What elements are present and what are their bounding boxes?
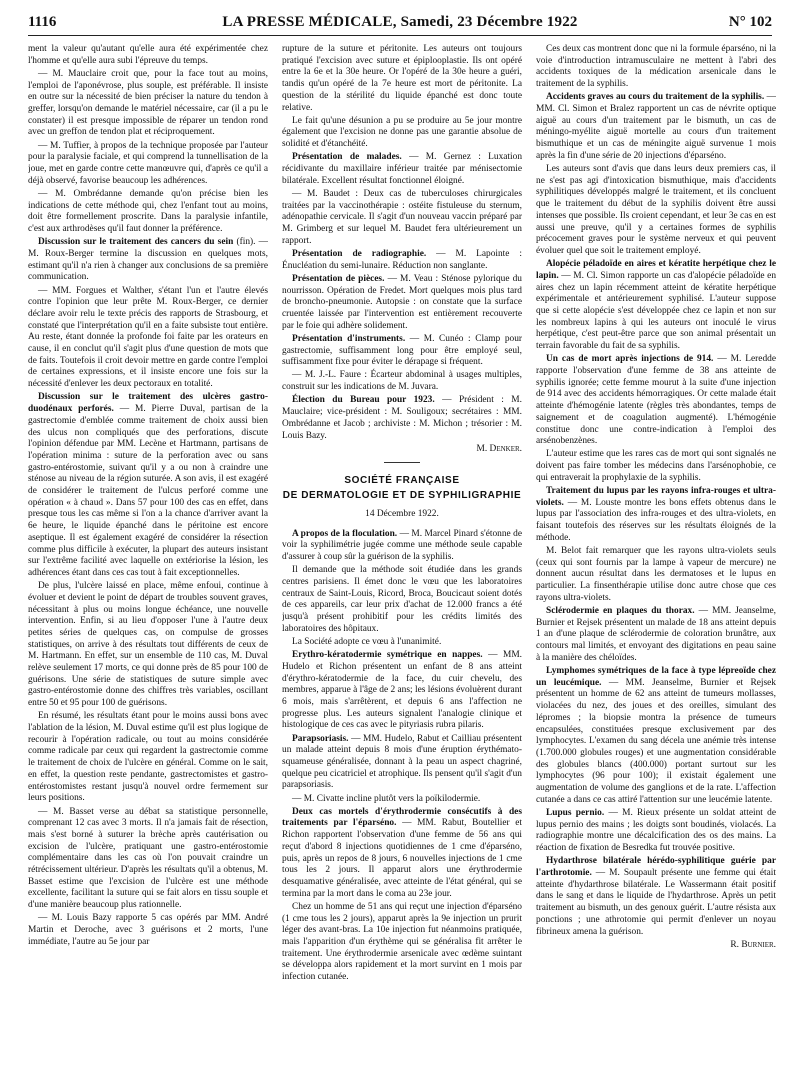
section-text: — M. Pierre Duval, partisan de la gastrectomie d'emblée comme traitement de choix aussi bien des ulcus non compliqués que des perforations, discute l'opinion défendue par MM. Lecène et Hartmann, partisans de l'opération minima : suture de la perforation avec ou sans gastro-entérostomie, suivant qu'il y a ou non à craindre une sténose au niveau de la région suturée. A son avis, il est exagéré de considérer le traitement de l'ulcus perforé comme une opération « à chaud ». Dans 57 pour 100 des cas en effet, dans presque tous les cas même si l'on a la chance d'arriver avant la 6e heure, le liquide épanché dans le péritoine est encore aseptique. Il est également exagéré de considérer la résection comme plus difficile à exécuter, la plupart des auteurs insistant sur l'extrême facilité avec laquelle on extériorise la lésion, les adhérences étant dans ces cas tout à fait exceptionnelles.: [28, 404, 268, 578]
paragraph: M. Belot fait remarquer que les rayons ultra-violets seuls (ceux qui sont fournis par la lampe à vapeur de mercure) ne donnent aucun résultat dans les dermatoses et le lupus en particulier. La finsenthérapie utilise donc autre chose que ces rayons ultra-violets.: [536, 546, 776, 603]
paragraph: Ces deux cas montrent donc que ni la formule éparséno, ni la voie d'introduction intramusculaire ne mettent à l'abri des accidents toxiques de la médication arsenicale dans le traitement de la syphilis.: [536, 44, 776, 90]
section-paragraph: [28, 392, 268, 579]
section-paragraph: [282, 334, 522, 369]
section-heading: Parapsoriasis.: [292, 733, 349, 744]
section-paragraph: [536, 808, 776, 855]
header-rule: [28, 35, 772, 36]
paragraph: — M. Louis Bazy rapporte 5 cas opérés par MM. André Martin et Deroche, avec 3 guérisons et 2 morts, l'une immédiate, l'autre au 5e jour par: [28, 913, 268, 947]
section-paragraph: [536, 666, 776, 806]
section-heading: Lymphomes symétriques de la face à type lépreoïde chez un leucémique.: [536, 666, 776, 688]
section-paragraph: [282, 395, 522, 442]
paragraph: En résumé, les résultats étant pour le moins aussi bons avec l'ablation de la lésion, M. Duval estime qu'il est plus logique de recourir à l'opération radicale, ou tout au moins considérée comme radicale par ceux qui regardent la gastrectomie comme le traitement de choix de l'ulcère en général. Comme on le sait, en effet, la question reste pendante, gastrectomistes et gastro-entérostomistes restant jusqu'à nouvel ordre fermement sur leurs positions.: [28, 711, 268, 804]
section-heading: Accidents graves au cours du traitement de la syphilis.: [546, 92, 765, 103]
paragraph: ment la valeur qu'autant qu'elle aura été expérimentée chez l'homme et qu'elle aura subi l'épreuve du temps.: [28, 44, 268, 66]
section-text: — MM. Jeanselme, Burnier et Rejsek présentent un malade de 18 ans atteint depuis 1 an d'une plaque de sclérodermie de coloration brunâtre, aux contours mal limités, et envoyant des digitations en peau saine à la manière des chéloïdes.: [536, 606, 776, 663]
section-text: — M. Marcel Pinard s'étonne de voir la syphilimétrie jugée comme une méthode seule capable d'assurer à coup sûr la guérison de la syphilis.: [282, 528, 522, 563]
paragraph: rupture de la suture et péritonite. Les auteurs ont toujours pratiqué l'excision avec suture et épiplooplastie. Ils ont opéré entre la 6e et la 30e heure. Or l'opéré de la 30e heure a guéri, tandis qu'un opéré de la 7e heure est mort de péritonite. La question de la stérilité du liquide épanché est donc toute relative.: [282, 44, 522, 113]
paragraph: Le fait qu'une désunion a pu se produire au 5e jour montre également que l'excision ne donne pas une garantie absolue de solidité et d'étanchéité.: [282, 115, 522, 150]
section-text: — MM. Rabut, Boutellier et Richon rapportent l'observation d'une femme de 56 ans qui reçut d'abord 8 injections quotidiennes de 1 cme d'éparséno, puis, après un repos de 8 jours, 6 nouvelles injections de 1 cme tous les 2 jours. Il apparut alors une érythrodermie desquamative généralisée, avec atteinte de l'état général, qui se termina par la mort dans le coma au 23e jour.: [282, 818, 522, 899]
section-text: — Président : M. Mauclaire; vice-président : M. Souligoux; secrétaires : MM. Ombrédanne et Jacob ; archiviste : M. Michon ; trésorier : M. Louis Bazy.: [282, 395, 522, 441]
section-paragraph: [536, 354, 776, 448]
paragraph: Il demande que la méthode soit étudiée dans les grands centres parisiens. Il émet donc le vœu que les laboratoires centraux de Saint-Louis, Ricord, Broca, Boucicaut soient dotés de ces appareils, car leur prix d'achat de 12.000 francs a été jusqu'à présent prohibitif pour les crédits limités des laboratoires des hôpitaux.: [282, 565, 522, 634]
column-middle: [282, 44, 522, 1074]
section-paragraph: [282, 529, 522, 564]
society-title-line1: SOCIÉTÉ FRANÇAISE: [344, 474, 460, 486]
paragraph: — M. Basset verse au débat sa statistique personnelle, comprenant 12 cas avec 3 morts. Il n'a jamais fait de résection, mais s'est borné à suturer la brèche après cautérisation ou excision de l'ulcère, pratiquant une gastro-entérostomie complémentaire dans les cas où l'on pouvait craindre un rétrécissement ultérieur. D'après les résultats qu'il a obtenus, M. Basset estime que l'excision de l'ulcère est une méthode excellente, facilitant la suture qui se fait alors en tissu souple et d'une manière beaucoup plus rationnelle.: [28, 806, 268, 911]
section-heading: Sclérodermie en plaques du thorax.: [546, 606, 695, 617]
paragraph: Les auteurs sont d'avis que dans leurs deux premiers cas, il ne s'est pas agi d'intoxication bismuthique, mais d'accidents syphilitiques développés malgré le traitement, et ils concluent que le traitement du début de la syphilis doivent être aussi intenses que possible. Ils croient cependant, et leur 3e cas en est aussi une preuve, qu'il y a certaines formes de syphilis précocement graves pour le système nerveux et qui peuvent évoluer quel que soit le traitement employé.: [536, 164, 776, 256]
section-paragraph: [536, 606, 776, 665]
paragraph: — M. Ombrédanne demande qu'on précise bien les indications de cette méthode qui, chez l'enfant tout au moins, doit être formellement proscrite. Dans la paralysie infantile, c'est aux arthrodèses qu'il faut donner la préférence.: [28, 188, 268, 235]
paragraph: — M. Tuffier, à propos de la technique proposée par l'auteur pour la paralysie faciale, et qui comprend la tunnellisation de la joue, met en garde contre cette manœuvre qui, d'après ce qu'il a déjà observé, favorise beaucoup les adhérences.: [28, 140, 268, 186]
section-heading: Hydarthrose bilatérale hérédo-syphilitique guérie par l'arthrotomie.: [536, 856, 776, 879]
section-paragraph: [536, 486, 776, 545]
section-text: — M. Veau : Sténose pylorique du nourrisson. Opération de Fredet. Mort quelques mois plus tard de broncho-pneumonie. Autopsie : on constate que la surface cruentée laissée par l'intervention est entièrement recouverte par le foie qui adhère solidement.: [282, 273, 522, 331]
section-text: — M. Gernez : Luxation récidivante du maxillaire inférieur traitée par ménisectomie bilatérale. Excellent résultat fonctionnel éloigné.: [282, 152, 522, 186]
section-text: — M. Louste montre les bons effets obtenus dans le lupus par l'association des infra-rouges et des ultra-violets, en faisant toutefois des réserves sur les résultats éloignés de la méthode.: [536, 497, 776, 543]
section-paragraph: [282, 650, 522, 732]
section-text: (fin). — M. Roux-Berger termine la discussion en quelques mots, estimant qu'il n'a rien à changer aux conclusions de sa première communication.: [28, 237, 268, 283]
section-heading: Présentation de malades.: [292, 152, 402, 163]
section-heading: Lupus pernio.: [546, 808, 605, 818]
section-text: — MM. Hudelo et Richon présentent un enfant de 8 ans atteint d'érythro-kératodermie de la face, du cuir chevelu, des membres, apparue à l'âge de 2 ans; les lésions évoluèrent durant 6 mois, mais s'arrêtèrent, et depuis 6 ans l'affection ne progresse plus. Les auteurs signalent l'analogie clinique et histologique de ces cas avec le pityriasis rubra pilaris.: [282, 650, 522, 731]
section-heading: Présentation de radiographie.: [292, 248, 427, 259]
section-heading: Alopécie péladoïde en aires et kératite herpétique chez le lapin.: [536, 259, 776, 281]
issue-number: N° 102: [728, 14, 772, 30]
signature: R. Burnier.: [730, 940, 776, 951]
section-text: — MM. Cl. Simon et Bralez rapportent un cas de névrite optique aiguë au cours d'un traitement par le bismuth, un cas de méningo-myélite aiguë mortelle au cours d'un traitement bismuthique et un cas de méningite aiguë survenue 1 mois après la fin d'une série de 20 injections d'éparséno.: [536, 92, 776, 161]
section-paragraph: [282, 274, 522, 333]
section-paragraph: [536, 856, 776, 938]
section-paragraph: [28, 237, 268, 284]
column-left: [28, 44, 268, 1074]
paragraph: Chez un homme de 51 ans qui reçut une injection d'éparséno (1 cme tous les 2 jours), apparut après la 9e injection un prurit léger des avant-bras. La 10e injection fut néanmoins pratiquée, mais l'apparition d'un érythème qui se généralisa fit arrêter le traitement. Une érythrodermie arsenicale avec œdème suintant se développa alors rapidement et la mort survint en 1 mois par infection cutanée.: [282, 901, 522, 983]
section-heading: Discussion sur le traitement des cancers du sein: [38, 237, 234, 248]
session-date: 14 Décembre 1922.: [365, 508, 439, 519]
section-heading: Présentation de pièces.: [292, 273, 385, 284]
section-heading: Deux cas mortels d'érythrodermie consécutifs à des traitements par l'éparséno.: [282, 806, 522, 829]
section-text: — MM. Hudelo, Rabut et Cailliau présentent un malade atteint depuis 8 mois d'une éruption érythémato-squameuse généralisée, donnant à la peau un aspect chagriné, quelque peu cicatriciel et atrophique. Ils pensent qu'il s'agit d'un parapsoriasis.: [282, 733, 522, 791]
section-paragraph: [282, 152, 522, 187]
page-header: [28, 14, 772, 36]
signature: M. Denker.: [476, 444, 522, 455]
section-heading: Un cas de mort après injections de 914.: [546, 354, 714, 365]
paragraph: L'auteur estime que les rares cas de mort qui sont signalés ne doivent pas faire tomber les médecins dans l'arsénophobie, ce qui entraverait la prophylaxie de la syphilis.: [536, 449, 776, 483]
page-number: 1116: [28, 14, 57, 30]
paragraph: — M. Civatte incline plutôt vers la poïkilodermie.: [292, 793, 481, 804]
section-paragraph: [536, 92, 776, 162]
paragraph: La Société adopte ce vœu à l'unanimité.: [292, 636, 442, 647]
society-title-line2: DE DERMATOLOGIE ET DE SYPHILIGRAPHIE: [282, 489, 522, 501]
section-paragraph: [282, 807, 522, 901]
paragraph: De plus, l'ulcère laissé en place, même enfoui, continue à évoluer et devient le point de départ de troubles souvent graves, nécessitant à plus ou moins longue échéance, une nouvelle intervention. Enfin, si au lieu d'opposer l'une à l'autre deux petites séries de quelques cas, on compulse de grosses statistiques, on arrive à des résultats tout différents de ceux de M. Hartmann. En effet, sur un ensemble de 110 cas, M. Duval relève seulement 17 morts, ce qui donne près de 85 pour 100 de guérisons. Une série de statistiques de suture simple avec gastro-entérostomie donne des chiffres très variables, oscillant entre 50 et 95 pour 100 de guérisons.: [28, 581, 268, 709]
section-heading: Discussion sur le traitement des ulcères gastro-duodénaux perforés.: [28, 392, 268, 415]
section-text: — M. Lapointe : Énucléation du semi-lunaire. Réduction non sanglante.: [282, 248, 522, 271]
paragraph: — M. J.-L. Faure : Écarteur abdominal à usages multiples, construit sur les indications de M. Juvara.: [282, 370, 522, 393]
paragraph: — M. Baudet : Deux cas de tuberculoses chirurgicales traitées par la vaccinothérapie : ostéite fistuleuse du sternum, adénopathie cervicale. Il s'agit d'un nouveau vaccin préparé par M. Grimberg et sur lequel M. Baudet fera ultérieurement un rapport.: [282, 188, 522, 246]
paragraph: — M. Mauclaire croit que, pour la face tout au moins, l'emploi de l'aponévrose, plus souple, est préférable. Il insiste en outre sur la nécessité de bien préciser la nature du tendon à greffer, lorsqu'on demande le matériel nécessaire, car (il a pu le constater) il est presque impossible de réparer un tendon rond avec un greffon de tendon plat et réciproquement.: [28, 68, 268, 138]
section-paragraph: [282, 249, 522, 272]
section-text: — M. Leredde rapporte l'observation d'une femme de 38 ans atteinte de syphilis ignorée; cette femme mourut à la suite d'une injection de 914 avec des accidents hémorragiques. Or cette malade était atteinte d'hémogénie latente (règles très abondantes, temps de saignement et de coagulation augmenté). L'hémogénie constitue donc une contre-indication à l'emploi des arsénobenzènes.: [536, 354, 776, 447]
section-paragraph: [536, 259, 776, 353]
section-heading: A propos de la floculation.: [292, 528, 398, 539]
separator-rule: [384, 462, 420, 463]
section-paragraph: [282, 734, 522, 793]
section-text: — M. Cunéo : Clamp pour gastrectomie, suffisamment long pour être employé seul, suffisamment fixe pour éviter le dérapage si fréquent.: [282, 333, 522, 368]
section-heading: Élection du Bureau pour 1923.: [292, 395, 435, 406]
section-text: — M. Cl. Simon rapporte un cas d'alopécie péladoïde en aires chez un lapin récemment atteint de kératite herpétique expérimentale et antérieurement syphilisé. L'auteur suppose que si cette alopécie s'est développée chez ce lapin et non sur les nombreux lapins à qui les auteurs ont inoculé le virus herpétique, c'est peut-être parce que son animal présentait un terrain favorable du fait de sa syphilis.: [536, 270, 776, 352]
section-heading: Traitement du lupus par les rayons infra-rouges et ultra-violets.: [536, 486, 776, 508]
journal-title: LA PRESSE MÉDICALE, Samedi, 23 Décembre 1922: [222, 14, 578, 30]
section-text: — M. Soupault présente une femme qui était atteinte d'hydarthrose bilatérale. Le Wassermann était positif dans le sang et dans le liquide de l'hydarthrose. Après un petit traitement au bismuth, un des genoux guérit. L'autre résista aux ponctions ; une athrotomie qui permit d'enlever un noyau fibrineux amena la guérison.: [536, 868, 776, 937]
society-title: [282, 473, 522, 503]
paragraph: — MM. Forgues et Walther, s'étant l'un et l'autre élevés contre l'opinion que leur prête M. Roux-Berger, ce dernier déclare avoir relu le texte précis des rapports de Strasbourg, et constaté que l'interprétation qu'il en a faite subsiste tout entière. Au reste, étant donnée la profonde foi faite par les orateurs en cause, il en conclut qu'il s'agit plus d'une question de mots que de faits. Toutefois il croit devoir mettre en garde contre l'emploi de certaines expressions, et il insiste encore une fois sur la nécessité d'enlever les deux pectoraux en totalité.: [28, 285, 268, 390]
column-right: [536, 44, 776, 1074]
section-heading: Erythro-kératodermie symétrique en nappes.: [292, 650, 483, 661]
section-text: — MM. Jeanselme, Burnier et Rejsek présentent un homme de 62 ans atteint de tumeurs mollasses, violacées du nez, des joues et des oreilles, simulant des lépromes ; la biopsie montra la présence de tumeurs encapsulées, constituées presque exclusivement par des lymphocytes. L'examen du sang décela une anémie très intense (1.700.000 globules rouges) et une augmentation considérable des globules blancs (400.000) portant surtout sur les lymphocytes (96 pour 100); il existait également une augmentation de volume des ganglions et de la rate. L'affection cutanée a dans ce cas attiré l'attention sur une leucémie latente.: [536, 677, 776, 805]
section-text: — M. Rieux présente un soldat atteint de lupus pernio des mains ; les doigts sont boudinés, violacés. La radiographie montre une décalcification des os des mains. La réaction de fixation de Besredka fut trouvée positive.: [536, 808, 776, 854]
section-heading: Présentation d'instruments.: [292, 333, 406, 344]
